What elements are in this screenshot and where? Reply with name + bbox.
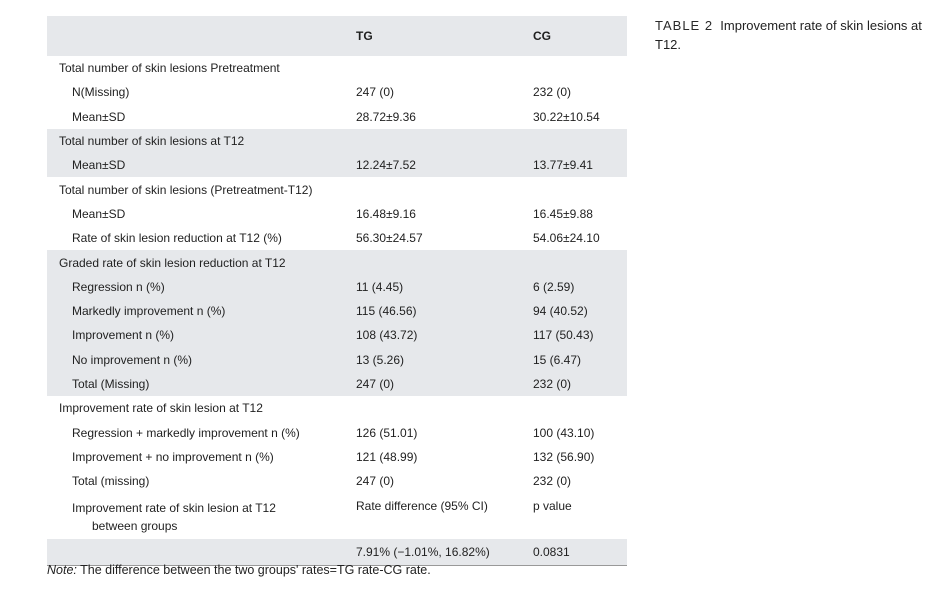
cg-cell: 30.22±10.54 <box>533 109 600 124</box>
cg-cell: 132 (56.90) <box>533 449 595 464</box>
cg-cell: 100 (43.10) <box>533 425 595 440</box>
tg-cell: 13 (5.26) <box>356 348 533 372</box>
header-cg: CG <box>533 16 627 56</box>
tg-cell: 12.24±7.52 <box>356 153 533 177</box>
tg-cell: 247 (0) <box>356 85 395 100</box>
cg-cell: 0.0831 <box>533 539 627 566</box>
note-text: The difference between the two groups' rates=TG rate-CG rate. <box>76 563 431 577</box>
cg-cell: 13.77±9.41 <box>533 153 627 177</box>
section-label: Total number of skin lesions at T12 <box>47 129 356 153</box>
cg-cell: 94 (40.52) <box>533 299 627 323</box>
row-label: Mean±SD <box>47 153 356 177</box>
table-row <box>47 226 627 250</box>
table-note <box>47 563 431 577</box>
table-caption <box>655 16 935 54</box>
cg-cell: 232 (0) <box>533 474 572 489</box>
row-label: Total (missing) <box>72 474 150 489</box>
cg-cell: 117 (50.43) <box>533 323 627 347</box>
cg-cell: 16.45±9.88 <box>533 206 593 221</box>
table-row <box>47 250 627 274</box>
row-label: Regression + markedly improvement n (%) <box>72 425 300 440</box>
cg-cell <box>533 177 627 201</box>
header-label <box>47 16 356 56</box>
row-label: Mean±SD <box>72 206 126 221</box>
row-label: Total (Missing) <box>47 372 356 396</box>
table-row <box>47 299 627 323</box>
row-label-line1: Improvement rate of skin lesion at T12 <box>72 501 276 516</box>
tg-cell: Rate difference (95% CI) <box>356 499 488 514</box>
cg-cell <box>533 250 627 274</box>
caption-label: TABLE 2 <box>655 18 714 33</box>
tg-cell: 16.48±9.16 <box>356 206 416 221</box>
table-row <box>47 105 627 129</box>
table-row <box>47 493 627 539</box>
row-label: N(Missing) <box>72 85 130 100</box>
cg-cell: p value <box>533 499 572 514</box>
tg-cell: 115 (46.56) <box>356 299 533 323</box>
section-label: Total number of skin lesions Pretreatment <box>59 61 280 76</box>
table-row <box>47 177 627 201</box>
row-label: Improvement + no improvement n (%) <box>72 449 274 464</box>
tg-cell <box>356 56 533 80</box>
tg-cell: 247 (0) <box>356 372 533 396</box>
tg-cell <box>356 177 533 201</box>
tg-cell: 247 (0) <box>356 474 395 489</box>
table-row <box>47 396 627 420</box>
tg-cell: 108 (43.72) <box>356 323 533 347</box>
row-label: Markedly improvement n (%) <box>47 299 356 323</box>
tg-cell <box>356 129 533 153</box>
row-label: Improvement n (%) <box>47 323 356 347</box>
section-label: Graded rate of skin lesion reduction at T12 <box>47 250 356 274</box>
table-row <box>47 80 627 104</box>
caption-title: Improvement rate of skin lesions at T12. <box>655 18 922 52</box>
table-row <box>47 202 627 226</box>
row-label: Regression n (%) <box>47 275 356 299</box>
section-label: Improvement rate of skin lesion at T12 <box>59 401 263 416</box>
cg-cell: 6 (2.59) <box>533 275 627 299</box>
section-label: Total number of skin lesions (Pretreatment-T12) <box>59 182 313 197</box>
row-label: Mean±SD <box>72 109 126 124</box>
tg-cell: 11 (4.45) <box>356 275 533 299</box>
cg-cell <box>533 56 627 80</box>
row-label: No improvement n (%) <box>47 348 356 372</box>
table-row <box>47 420 627 444</box>
table-row <box>47 469 627 493</box>
tg-cell: 7.91% (−1.01%, 16.82%) <box>356 539 533 566</box>
cg-cell: 232 (0) <box>533 85 572 100</box>
cg-cell: 232 (0) <box>533 372 627 396</box>
table-row <box>47 56 627 80</box>
header-tg: TG <box>356 16 533 56</box>
cg-cell: 54.06±24.10 <box>533 231 600 246</box>
row-label <box>47 493 356 539</box>
tg-cell: 28.72±9.36 <box>356 109 416 124</box>
tg-cell: 121 (48.99) <box>356 449 418 464</box>
row-label <box>47 539 356 566</box>
row-label-line2: between groups <box>92 519 178 534</box>
table-row <box>47 372 627 396</box>
note-prefix: Note: <box>47 563 77 577</box>
results-table <box>47 16 627 566</box>
tg-cell: 126 (51.01) <box>356 425 418 440</box>
cg-cell: 15 (6.47) <box>533 348 627 372</box>
table-header-row <box>47 16 627 56</box>
table-row <box>47 348 627 372</box>
tg-cell <box>356 250 533 274</box>
table-row <box>47 539 627 566</box>
tg-cell <box>356 396 533 420</box>
cg-cell <box>533 129 627 153</box>
tg-cell: 56.30±24.57 <box>356 231 423 246</box>
cg-cell <box>533 396 627 420</box>
table-row <box>47 129 627 153</box>
row-label: Rate of skin lesion reduction at T12 (%) <box>72 231 282 246</box>
table-row <box>47 275 627 299</box>
table-row <box>47 153 627 177</box>
table-row <box>47 323 627 347</box>
table-row <box>47 445 627 469</box>
